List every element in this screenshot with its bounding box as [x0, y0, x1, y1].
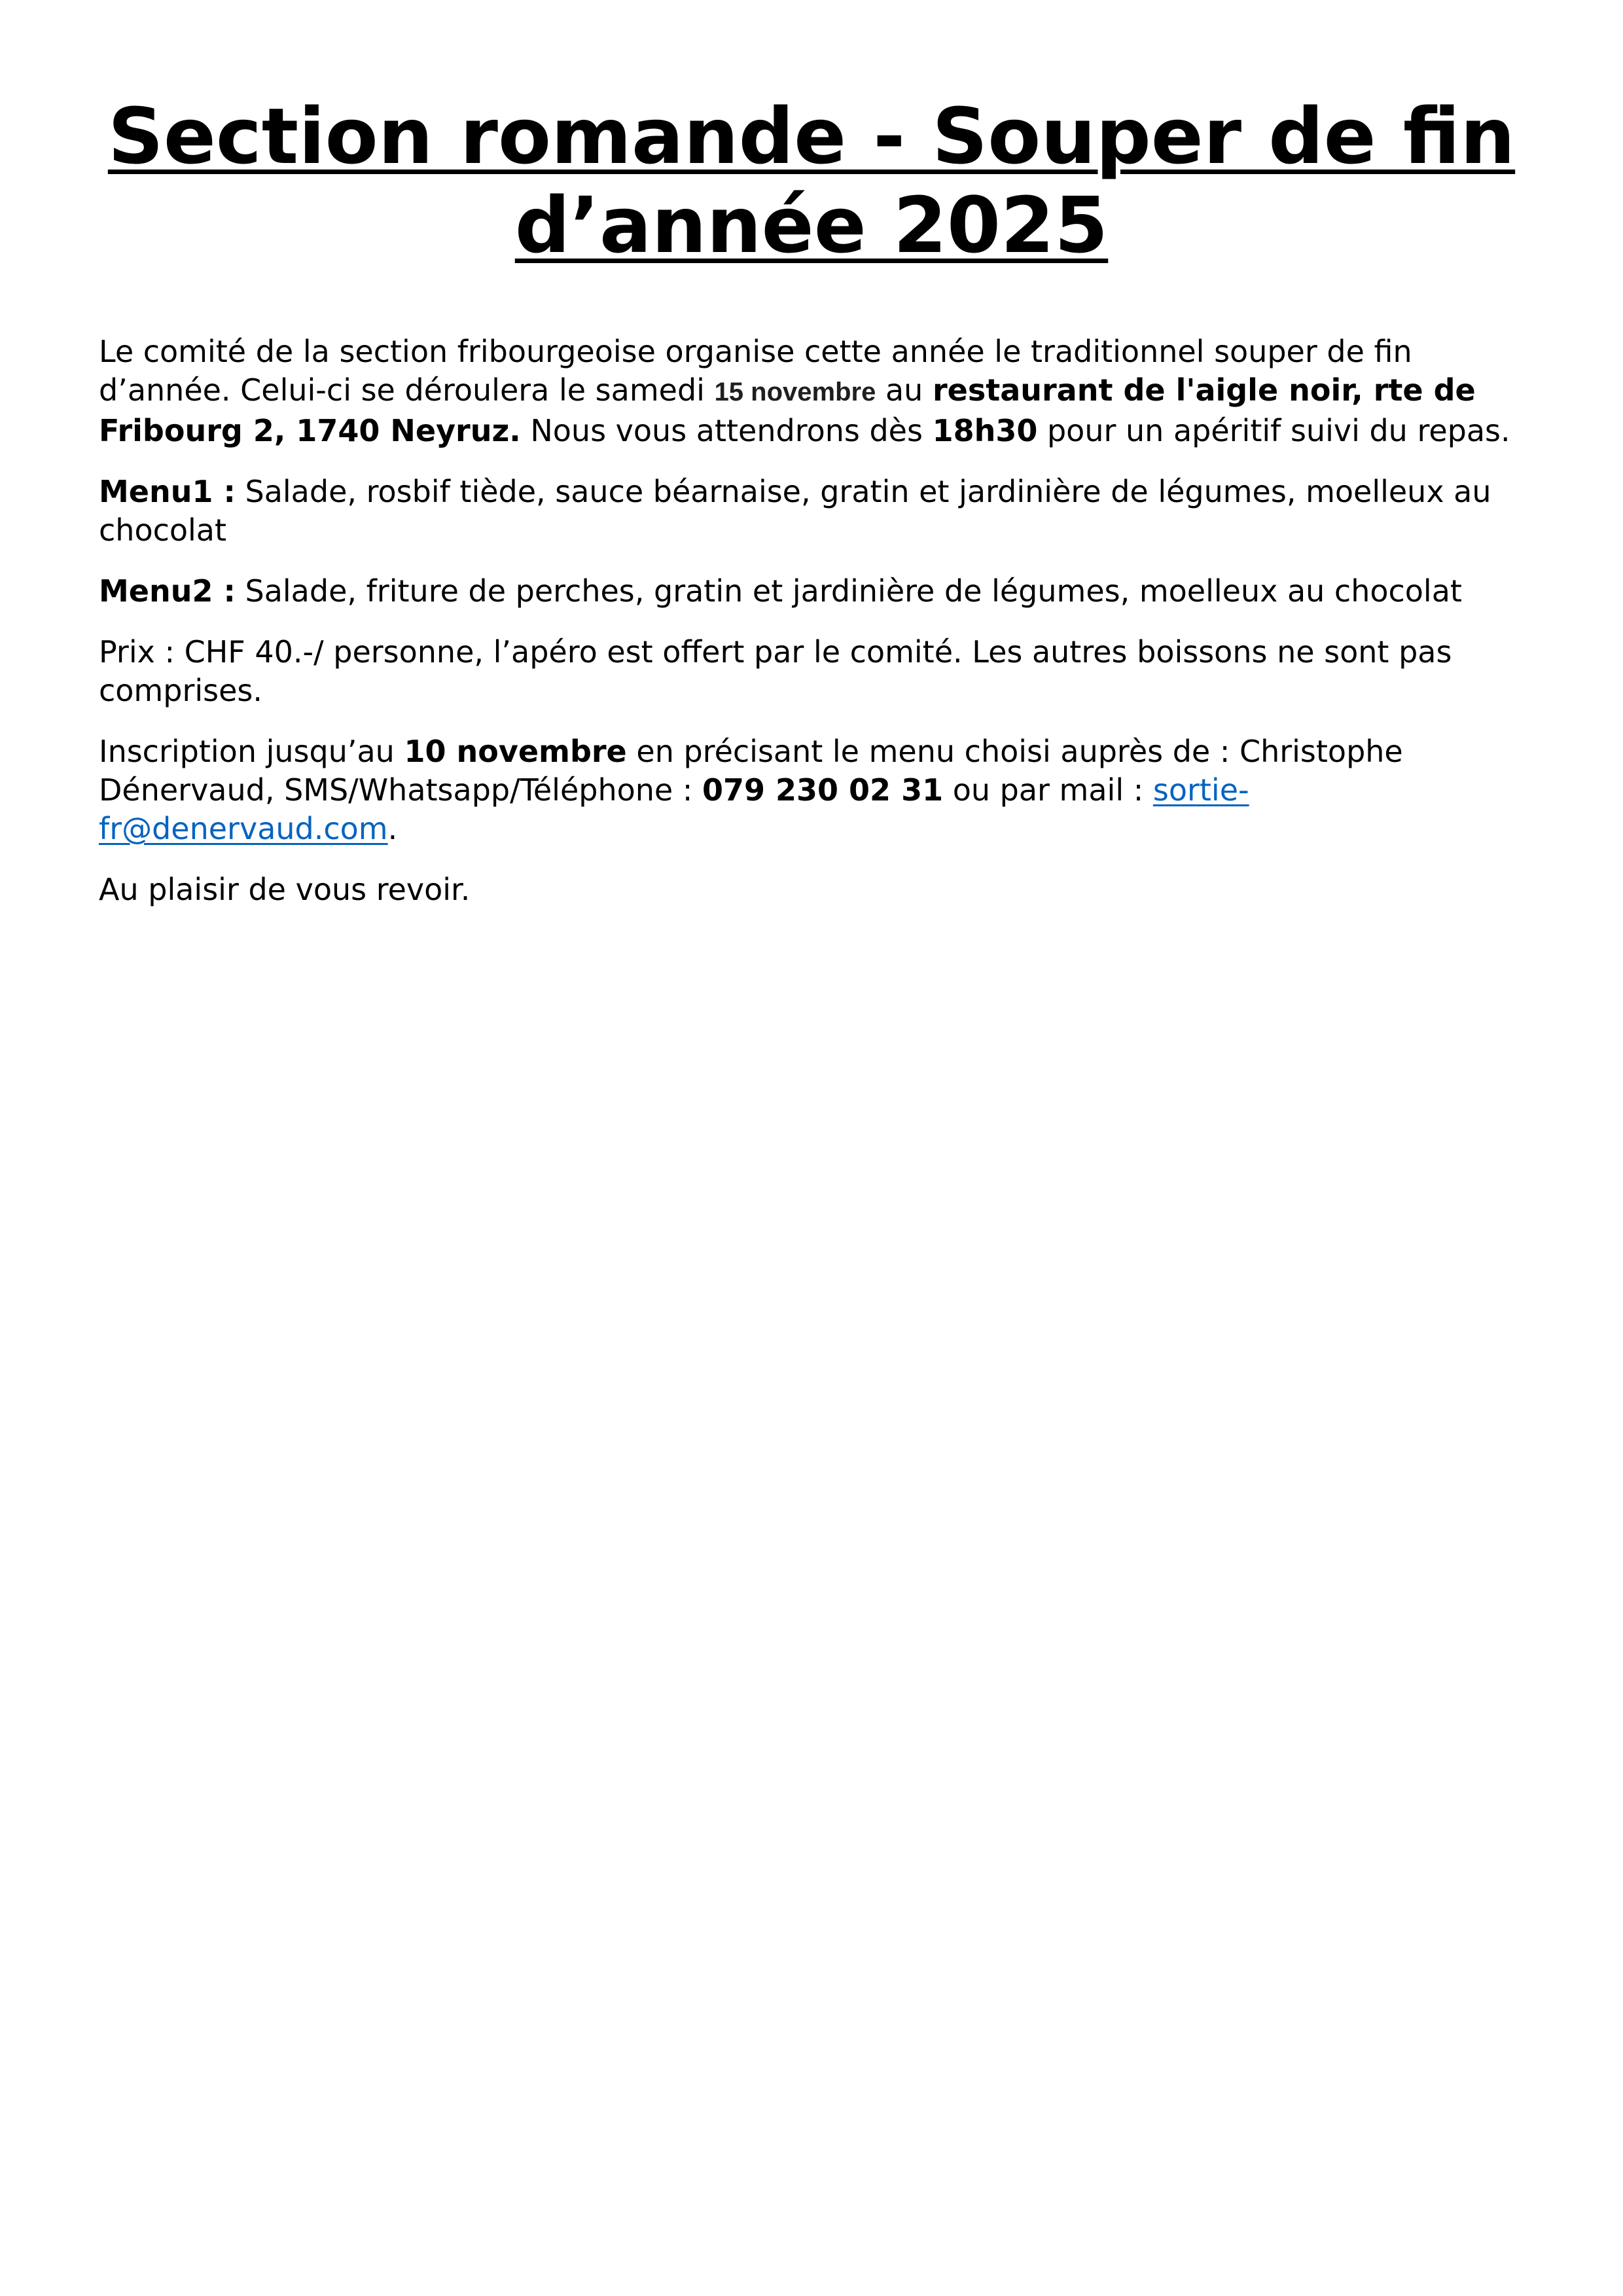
title-line-2: d’année 2025	[514, 180, 1109, 270]
menu2-description: Salade, friture de perches, gratin et jardinière de légumes, moelleux au chocolat	[235, 573, 1462, 609]
closing-text: Au plaisir de vous revoir.	[99, 872, 471, 907]
registration-text-2: en précisant le menu choisi auprès de : Christophe Dénervaud, SMS/Whatsapp/Téléphone :	[99, 734, 1403, 808]
registration-deadline: 10 novembre	[404, 734, 627, 769]
menu2-label: Menu2 :	[99, 573, 236, 609]
registration-text-4: .	[387, 811, 398, 846]
registration-paragraph	[99, 732, 1532, 848]
event-date: 15 novembre	[714, 378, 876, 406]
menu2-paragraph	[99, 572, 1532, 611]
menu1-description: Salade, rosbif tiède, sauce béarnaise, gratin et jardinière de légumes, moelleux au chocolat	[99, 474, 1491, 548]
intro-paragraph	[99, 332, 1532, 450]
intro-text-1: Le comité de la section fribourgeoise organise cette année le traditionnel souper de fin d’année. Celui-ci se déroulera le samedi	[99, 334, 1412, 408]
document-title	[98, 92, 1525, 270]
menu1-paragraph	[99, 473, 1532, 550]
closing-paragraph	[99, 870, 1532, 909]
intro-text-3: Nous vous attendrons dès	[520, 413, 933, 448]
title-line-1: Section romande - Souper de fin	[107, 91, 1516, 181]
intro-text-4: pour un apéritif suivi du repas.	[1037, 413, 1510, 448]
contact-phone: 079 230 02 31	[702, 772, 944, 808]
document-body	[99, 332, 1532, 931]
event-time: 18h30	[932, 413, 1038, 448]
email-part-1: sortie-	[1152, 772, 1249, 808]
price-text: Prix : CHF 40.-/ personne, l’apéro est offert par le comité. Les autres boissons ne sont pas comprises.	[99, 634, 1452, 708]
menu1-label: Menu1 :	[99, 474, 236, 509]
event-venue: restaurant de l'aigle noir, rte de Fribourg 2, 1740 Neyruz.	[99, 372, 1476, 448]
registration-text-3: ou par mail :	[943, 772, 1153, 808]
email-part-2: fr@denervaud.com	[99, 811, 388, 846]
price-paragraph	[99, 633, 1532, 710]
intro-text-2: au	[876, 372, 933, 408]
registration-text-1: Inscription jusqu’au	[99, 734, 404, 769]
